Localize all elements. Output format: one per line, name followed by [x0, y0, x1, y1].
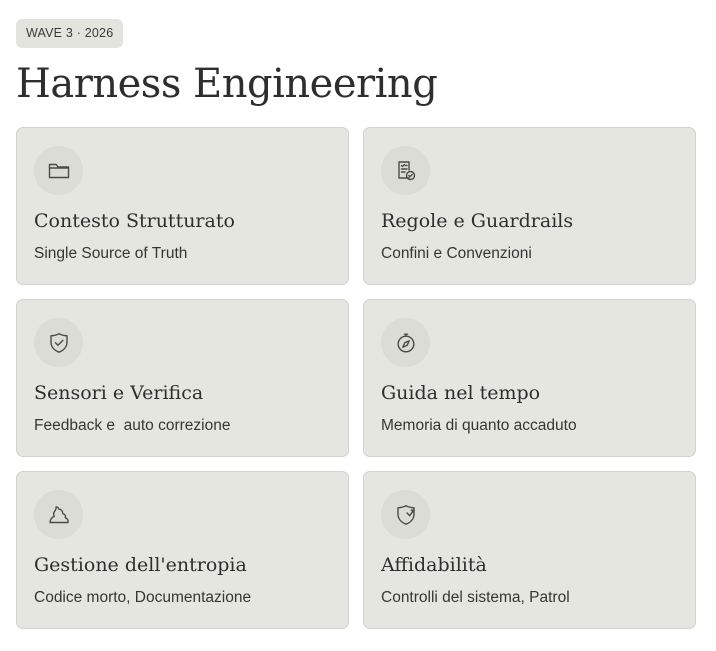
- card-subtitle: Feedback e auto correzione: [34, 417, 231, 434]
- card-subtitle: Single Source of Truth: [34, 245, 188, 262]
- card-title: Affidabilità: [381, 554, 487, 576]
- card-icon-badge: [381, 318, 430, 367]
- card-regole-guardrails[interactable]: [363, 127, 696, 285]
- folder-icon: [47, 159, 71, 183]
- cards-grid: [16, 127, 696, 629]
- card-icon-badge: [34, 146, 83, 195]
- card-gestione-entropia[interactable]: [16, 471, 349, 629]
- card-title: Contesto Strutturato: [34, 210, 235, 232]
- card-icon-badge: [381, 146, 430, 195]
- card-icon-badge: [34, 318, 83, 367]
- card-title: Regole e Guardrails: [381, 210, 574, 232]
- card-contesto-strutturato[interactable]: [16, 127, 349, 285]
- pile-icon: [47, 503, 71, 527]
- wave-badge: WAVE 3 · 2026: [16, 19, 123, 48]
- card-subtitle: Controlli del sistema, Patrol: [381, 589, 570, 606]
- card-subtitle: Confini e Convenzioni: [381, 245, 532, 262]
- checklist-document-icon: [394, 159, 418, 183]
- card-sensori-verifica[interactable]: [16, 299, 349, 457]
- card-title: Gestione dell'entropia: [34, 554, 247, 576]
- shield-arrow-icon: [394, 503, 418, 527]
- card-icon-badge: [34, 490, 83, 539]
- shield-check-icon: [47, 331, 71, 355]
- card-affidabilita[interactable]: [363, 471, 696, 629]
- card-subtitle: Codice morto, Documentazione: [34, 589, 252, 606]
- card-icon-badge: [381, 490, 430, 539]
- card-title: Guida nel tempo: [381, 382, 541, 404]
- card-guida-tempo[interactable]: [363, 299, 696, 457]
- compass-icon: [394, 331, 418, 355]
- page-title: Harness Engineering: [16, 61, 438, 107]
- card-title: Sensori e Verifica: [34, 382, 204, 404]
- page-header: [16, 19, 696, 108]
- card-subtitle: Memoria di quanto accaduto: [381, 417, 577, 434]
